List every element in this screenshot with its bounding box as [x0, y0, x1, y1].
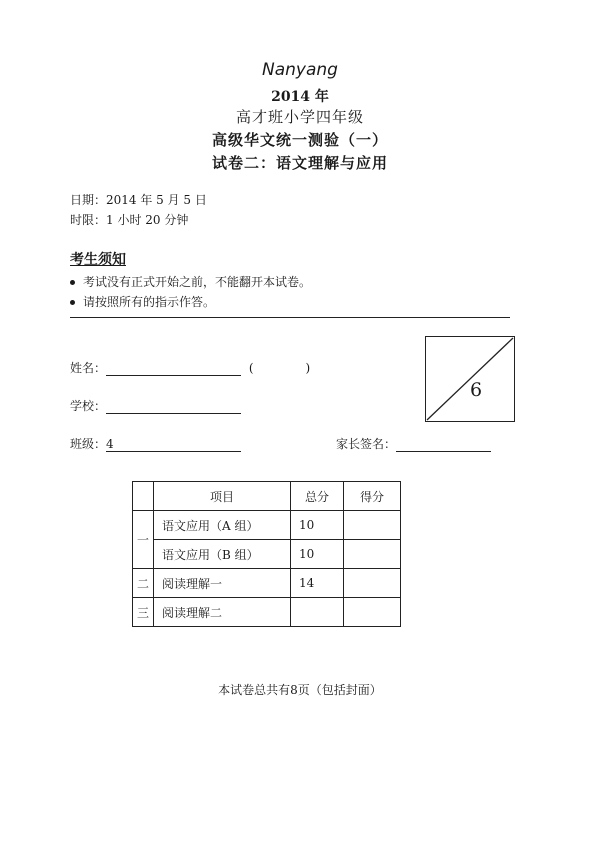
section-cell: 一 — [133, 511, 154, 569]
table-row — [133, 511, 401, 540]
table-header-cell — [133, 482, 154, 511]
score-cell[interactable] — [344, 511, 401, 540]
score-cell[interactable] — [344, 598, 401, 627]
index-paren-close: ) — [305, 361, 311, 375]
notice-item: 考试没有正式开始之前，不能翻开本试卷。 — [70, 273, 311, 290]
table-row — [133, 598, 401, 627]
score-cell[interactable] — [344, 569, 401, 598]
item-cell: 语文应用（A 组） — [154, 511, 291, 540]
total-cell: 14 — [291, 569, 344, 598]
parent-signature-label: 家长签名： — [336, 437, 397, 451]
total-cell: 10 — [291, 511, 344, 540]
bullet-icon — [70, 280, 75, 285]
exam-duration: 时限：1 小时 20 分钟 — [70, 213, 189, 227]
index-paren-open: ( — [248, 361, 254, 375]
handwritten-school-name: Nanyang — [262, 60, 338, 80]
item-cell: 阅读理解一 — [154, 569, 291, 598]
item-cell: 语文应用（B 组） — [154, 540, 291, 569]
name-line[interactable] — [106, 361, 241, 376]
name-label: 姓名： — [70, 361, 107, 375]
bullet-icon — [70, 300, 75, 305]
table-header-cell: 项目 — [154, 482, 291, 511]
name-field[interactable] — [70, 359, 310, 376]
score-box — [425, 336, 515, 422]
total-cell — [291, 598, 344, 627]
table-row — [133, 569, 401, 598]
school-label: 学校： — [70, 399, 107, 413]
exam-title: 高级华文统一测验（一） — [211, 131, 388, 149]
score-value: 6 — [470, 379, 483, 401]
class-line[interactable] — [106, 437, 241, 452]
score-cell[interactable] — [344, 540, 401, 569]
section-cell: 二 — [133, 569, 154, 598]
table-header-row — [133, 482, 401, 511]
section-cell: 三 — [133, 598, 154, 627]
class-field[interactable] — [70, 435, 241, 452]
table-header-cell: 得分 — [344, 482, 401, 511]
divider — [70, 317, 510, 318]
school-field[interactable] — [70, 397, 241, 414]
page-count-note: 本试卷总共有8页（包括封面） — [218, 683, 382, 697]
table-row — [133, 540, 401, 569]
table-header-cell: 总分 — [291, 482, 344, 511]
exam-date: 日期：2014 年 5 月 5 日 — [70, 193, 207, 207]
class-label: 班级： — [70, 437, 107, 451]
exam-year: 2014 年 — [271, 89, 329, 105]
notice-item: 请按照所有的指示作答。 — [70, 293, 215, 310]
class-value: 4 — [106, 437, 114, 451]
total-cell: 10 — [291, 540, 344, 569]
school-line[interactable] — [106, 399, 241, 414]
parent-signature-field[interactable] — [336, 435, 491, 452]
notice-title: 考生须知 — [70, 252, 126, 268]
marks-table — [132, 481, 401, 627]
class-title: 高才班小学四年级 — [235, 108, 364, 126]
paper-title: 试卷二：语文理解与应用 — [211, 154, 388, 172]
item-cell: 阅读理解二 — [154, 598, 291, 627]
parent-signature-line[interactable] — [396, 437, 491, 452]
